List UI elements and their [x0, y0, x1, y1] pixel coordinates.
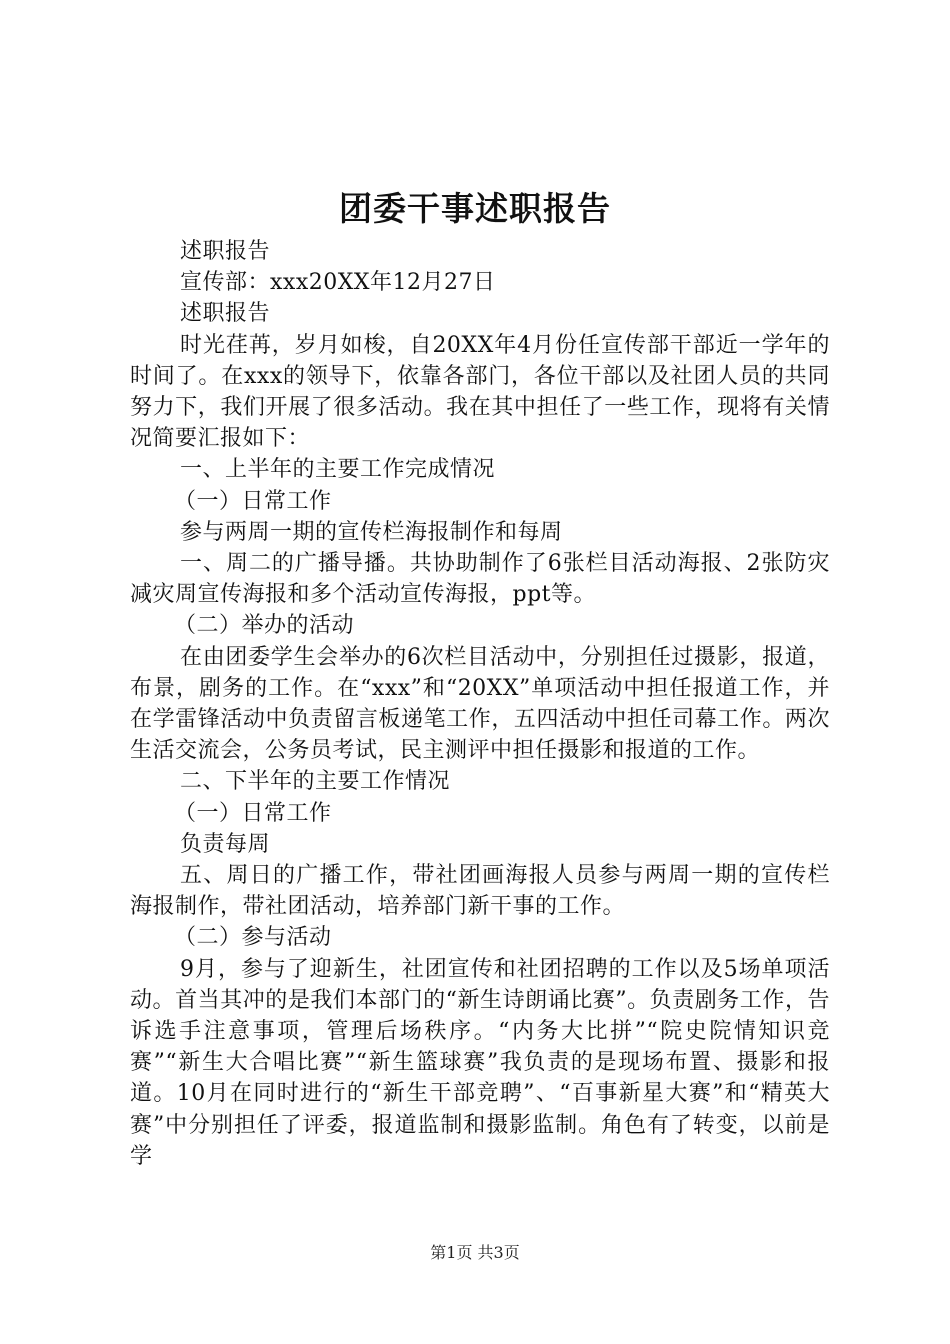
paragraph: 负责每周 [180, 831, 271, 857]
paragraph: 宣传部：xxx20XX年12月27日 [180, 270, 496, 296]
paragraph: 9月，参与了迎新生，社团宣传和社团招聘的工作以及5场单项活动。首当其冲的是我们本部门的“新生诗朗诵比赛”。负责剧务工作，告诉选手注意事项，管理后场秩序。“内务大比拼”“院史院情知识竞赛”“新生大合唱比赛”“新生篮球赛”我负责的是现场布置、摄影和报道。10月在同时进行的“新生干部竞聘”、“百事新星大赛”和“精英大赛”中分别担任了评委，报道监制和摄影监制。角色有了转变，以前是学 [130, 956, 830, 1169]
document-body [130, 236, 830, 1172]
subsection-heading: （一）日常工作 [174, 488, 332, 514]
subsection-heading: （一）日常工作 [174, 800, 332, 826]
paragraph: 五、周日的广播工作，带社团画海报人员参与两周一期的宣传栏海报制作，带社团活动，培养部门新干事的工作。 [130, 863, 830, 920]
section-heading: 一、上半年的主要工作完成情况 [180, 457, 496, 483]
paragraph: 一、周二的广播导播。共协助制作了6张栏目活动海报、2张防灾减灾周宣传海报和多个活动宣传海报，ppt等。 [130, 551, 830, 608]
document-title: 团委干事述职报告 [339, 189, 611, 228]
paragraph: 时光荏苒，岁月如梭，自20XX年4月份任宣传部干部近一学年的时间了。在xxx的领导下，依靠各部门，各位干部以及社团人员的共同努力下，我们开展了很多活动。我在其中担任了一些工作，现将有关情况简要汇报如下： [130, 332, 830, 452]
paragraph: 在由团委学生会举办的6次栏目活动中，分别担任过摄影，报道，布景，剧务的工作。在“xxx”和“20XX”单项活动中担任报道工作，并在学雷锋活动中负责留言板递笔工作，五四活动中担任司幕工作。两次生活交流会，公务员考试，民主测评中担任摄影和报道的工作。 [130, 644, 830, 764]
subsection-heading: （二）参与活动 [174, 925, 332, 951]
subsection-heading: （二）举办的活动 [174, 613, 355, 639]
paragraph: 参与两周一期的宣传栏海报制作和每周 [180, 519, 563, 545]
paragraph: 述职报告 [180, 239, 271, 264]
section-heading: 二、下半年的主要工作情况 [180, 769, 451, 795]
page-number-footer: 第1页 共3页 [430, 1243, 520, 1262]
paragraph: 述职报告 [180, 301, 271, 327]
